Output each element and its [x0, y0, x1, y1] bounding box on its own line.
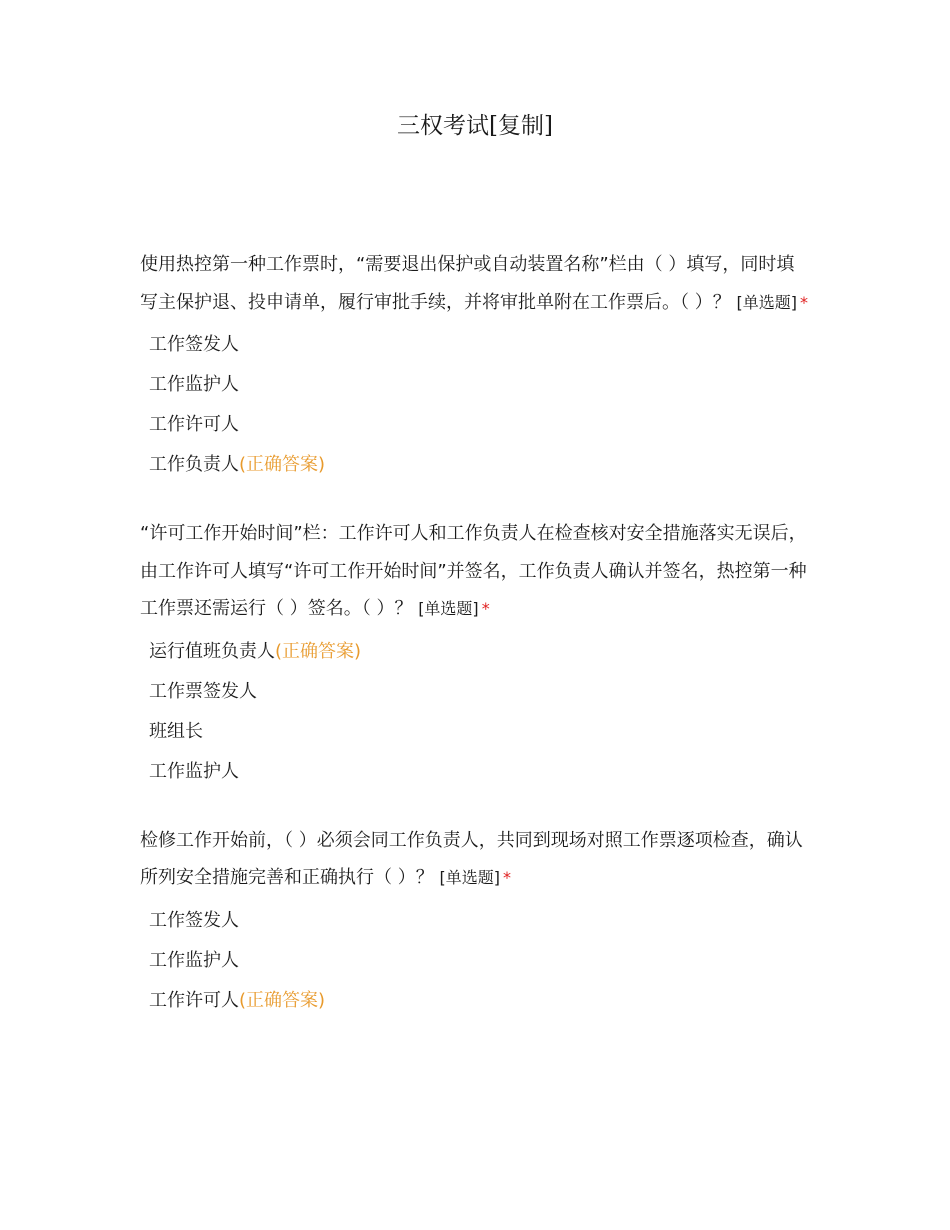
option-item[interactable] [149, 981, 812, 1021]
question-type-label: [单选题] [418, 599, 479, 618]
option-item[interactable] [149, 325, 812, 365]
option-label: 工作许可人 [149, 414, 239, 435]
correct-answer-mark: (正确答案) [239, 989, 326, 1011]
option-item[interactable] [149, 941, 812, 981]
question-item [140, 822, 812, 1021]
option-item[interactable] [149, 901, 812, 941]
option-item[interactable] [149, 365, 812, 405]
question-text: “许可工作开始时间”栏：工作许可人和工作负责人在检查核对安全措施落实无误后，由工作许可人填写“许可工作开始时间”并签名，工作负责人确认并签名，热控第一种工作票还需运行（ ）签名。（ ）？ [140, 523, 807, 619]
option-list [140, 632, 812, 792]
option-list [140, 901, 812, 1021]
question-text: 检修工作开始前，（ ）必须会同工作负责人，共同到现场对照工作票逐项检查，确认所列安全措施完善和正确执行（ ）？ [140, 829, 803, 888]
question-text-block [140, 246, 812, 321]
question-text: 使用热控第一种工作票时，“需要退出保护或自动装置名称”栏由（ ）填写，同时填写主保护退、投申请单，履行审批手续，并将审批单附在工作票后。（ ）？ [140, 254, 795, 313]
option-item[interactable] [149, 405, 812, 445]
required-mark: * [502, 868, 511, 887]
option-label: 工作签发人 [149, 334, 239, 355]
option-item[interactable] [149, 752, 812, 792]
question-item [140, 515, 812, 792]
correct-answer-mark: (正确答案) [275, 640, 362, 662]
correct-answer-mark: (正确答案) [239, 454, 326, 475]
option-label: 工作许可人 [149, 989, 239, 1011]
option-label: 工作票签发人 [149, 680, 257, 702]
page-title: 三权考试[复制] [397, 113, 553, 139]
option-label: 工作监护人 [149, 949, 239, 971]
question-text-block [140, 822, 812, 897]
required-mark: * [799, 292, 808, 312]
question-text-block [140, 515, 812, 628]
option-list [140, 325, 812, 485]
option-label: 工作监护人 [149, 760, 239, 782]
required-mark: * [481, 599, 490, 618]
option-item[interactable] [149, 672, 812, 712]
option-item[interactable] [149, 632, 812, 672]
option-label: 工作签发人 [149, 909, 239, 931]
question-item [140, 246, 812, 485]
option-item[interactable] [149, 712, 812, 752]
option-label: 运行值班负责人 [149, 640, 275, 662]
question-type-label: [单选题] [439, 868, 500, 887]
option-label: 工作负责人 [149, 454, 239, 475]
question-list [140, 246, 812, 1051]
option-label: 工作监护人 [149, 374, 239, 395]
question-type-label: [单选题] [736, 292, 797, 312]
option-label: 班组长 [149, 720, 203, 742]
option-item[interactable] [149, 445, 812, 485]
